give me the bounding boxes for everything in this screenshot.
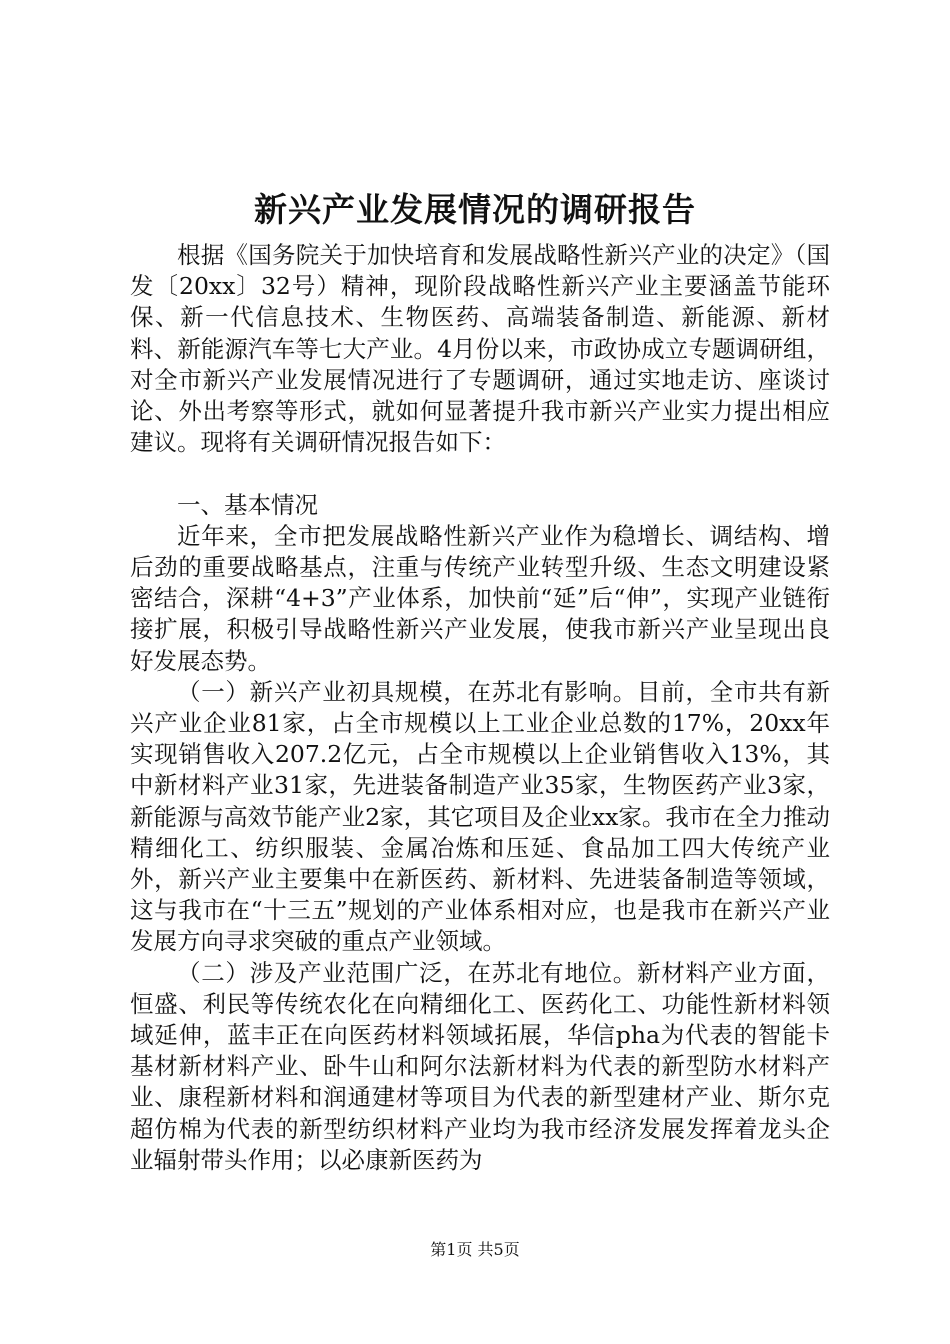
document-body	[130, 240, 830, 1176]
subsection-2-paragraph: （二）涉及产业范围广泛，在苏北有地位。新材料产业方面，恒盛、利民等传统农化在向精细化工、医药化工、功能性新材料领域延伸，蓝丰正在向医药材料领域拓展，华信pha为代表的智能卡基材新材料产业、卧牛山和阿尔法新材料为代表的新型防水材料产业、康程新材料和润通建材等项目为代表的新型建材产业、斯尔克超仿棉为代表的新型纺织材料产业均为我市经济发展发挥着龙头企业辐射带头作用；以必康新医药为	[130, 958, 830, 1174]
document-title: 新兴产业发展情况的调研报告	[254, 190, 696, 229]
section-basic-paragraph: 近年来，全市把发展战略性新兴产业作为稳增长、调结构、增后劲的重要战略基点，注重与传统产业转型升级、生态文明建设紧密结合，深耕“4+3”产业体系，加快前“延”后“伸”，实现产业链衔接扩展，积极引导战略性新兴产业发展，使我市新兴产业呈现出良好发展态势。	[130, 521, 830, 675]
intro-paragraph: 根据《国务院关于加快培育和发展战略性新兴产业的决定》（国发〔20xx〕32号）精神，现阶段战略性新兴产业主要涵盖节能环保、新一代信息技术、生物医药、高端装备制造、新能源、新材料、新能源汽车等七大产业。4月份以来，市政协成立专题调研组，对全市新兴产业发展情况进行了专题调研，通过实地走访、座谈讨论、外出考察等形式，就如何显著提升我市新兴产业实力提出相应建议。现将有关调研情况报告如下：	[130, 241, 830, 457]
page-number-footer: 第1页 共5页	[430, 1240, 520, 1259]
section-heading-basic: 一、基本情况	[177, 490, 318, 519]
subsection-1-paragraph: （一）新兴产业初具规模，在苏北有影响。目前，全市共有新兴产业企业81家，占全市规模以上工业企业总数的17%，20xx年实现销售收入207.2亿元，占全市规模以上企业销售收入13%，其中新材料产业31家，先进装备制造产业35家，生物医药产业3家，新能源与高效节能产业2家，其它项目及企业xx家。我市在全力推动精细化工、纺织服装、金属冶炼和压延、食品加工四大传统产业外，新兴产业主要集中在新医药、新材料、先进装备制造等领域，这与我市在“十三五”规划的产业体系相对应，也是我市在新兴产业发展方向寻求突破的重点产业领域。	[130, 677, 830, 956]
